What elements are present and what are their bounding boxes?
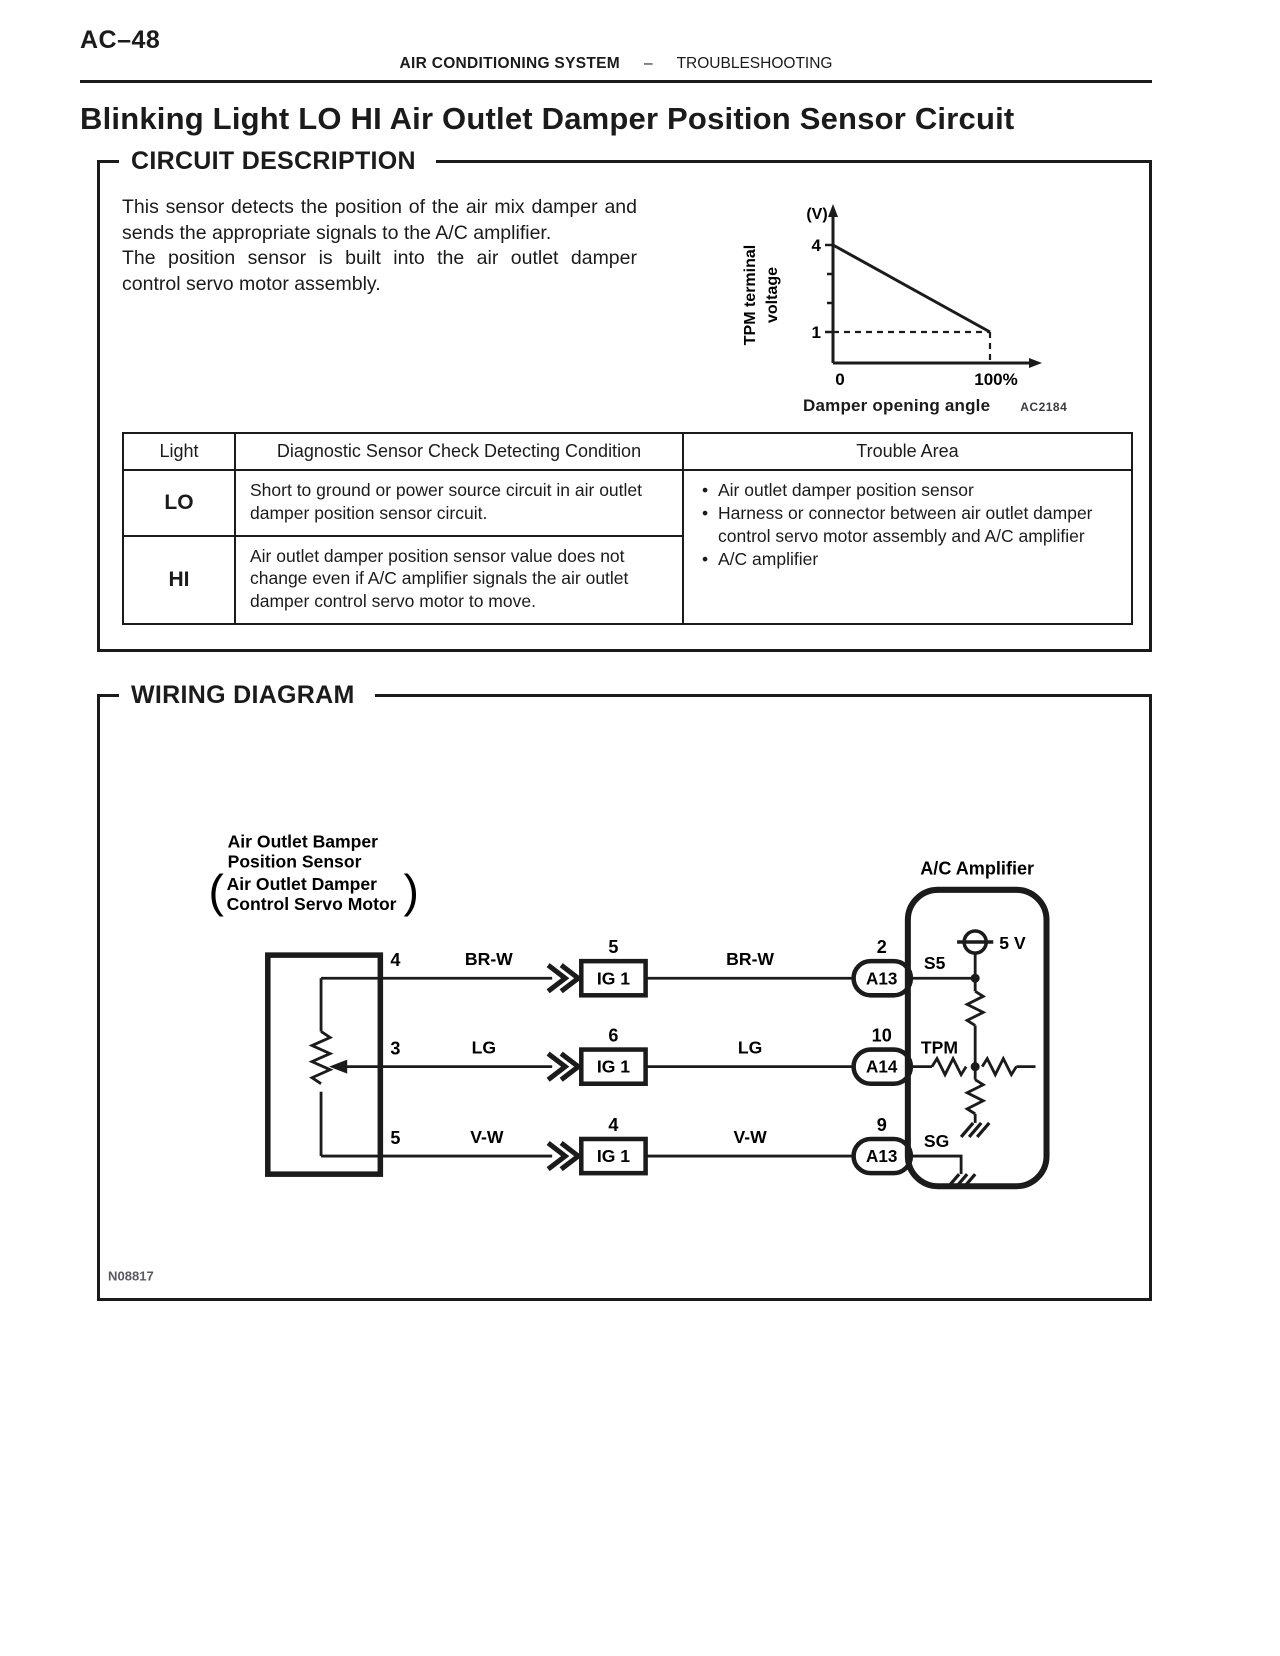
wire-label-brw-left: BR-W [464, 948, 513, 969]
wiring-diagram-svg [102, 722, 1147, 1295]
x-axis-arrow [1029, 358, 1042, 368]
amplifier-internals [911, 931, 1036, 1188]
open-paren: ( [208, 864, 224, 917]
ground-icon [961, 1123, 989, 1137]
svg-text:Control Servo Motor: Control Servo Motor [226, 893, 397, 914]
diagnostic-table [122, 432, 1133, 625]
trouble-area-list [696, 479, 1123, 571]
graph-caption-row [728, 396, 1133, 416]
terminal-sg: SG [923, 1130, 950, 1151]
ytick-4: 4 [811, 236, 821, 255]
circuit-description-body [100, 161, 1149, 649]
chevron-connector-icon [548, 1143, 578, 1169]
tpm-voltage-graph [728, 195, 1133, 416]
light-hi: HI [123, 536, 235, 624]
chevron-connector-icon [548, 965, 578, 991]
wire-label-vw-left: V-W [470, 1126, 504, 1147]
x-axis-caption: Damper opening angle [803, 396, 991, 415]
wiring-diagram-section [97, 681, 1152, 1302]
wire-label-vw-right: V-W [733, 1126, 767, 1147]
terminal-s5: S5 [923, 952, 946, 973]
frame-top-rule [436, 160, 1152, 163]
running-header [80, 55, 1152, 83]
wiring-diagram-body [100, 696, 1149, 1299]
terminal-tpm: TPM [920, 1037, 959, 1058]
svg-text:Position Sensor: Position Sensor [227, 851, 362, 872]
potentiometer [312, 978, 330, 1156]
circuit-description-header [97, 145, 1152, 177]
wire-row-2 [380, 1025, 911, 1083]
tpm-voltage-graph-svg [728, 195, 1133, 391]
supply-5v-label: 5 V [999, 932, 1026, 953]
frame-top-rule [375, 694, 1152, 697]
junction-pin-4: 4 [608, 1114, 619, 1135]
supply-5v-icon [957, 931, 993, 978]
svg-text:A13: A13 [866, 969, 898, 989]
svg-text:TPM terminal: TPM terminal [742, 244, 759, 346]
amp-pin-2: 2 [876, 936, 887, 957]
diagnostic-table-header-row [123, 433, 1132, 470]
amp-pin-9: 9 [876, 1114, 887, 1135]
page-number: AC–48 [80, 26, 161, 54]
svg-text:Air Outlet Damper: Air Outlet Damper [226, 873, 378, 894]
dashed-guides [833, 332, 990, 361]
voltage-line [833, 245, 990, 332]
frame-corner-dash [97, 694, 119, 697]
condition-lo: Short to ground or power source circuit in air outlet damper position sensor circuit. [235, 470, 683, 536]
y-unit-label: (V) [806, 206, 828, 223]
junction-pin-6: 6 [608, 1025, 619, 1046]
svg-text:A13: A13 [866, 1146, 898, 1166]
y-axis-label [742, 245, 781, 345]
svg-text:A14: A14 [866, 1057, 898, 1077]
figure-code-ac2184: AC2184 [1020, 400, 1068, 414]
resistor-vertical-bottom [967, 1066, 983, 1122]
resistor-vertical-top [967, 978, 983, 1066]
junction-label-ig1: IG 1 [596, 1145, 631, 1166]
description-paragraph-2: The position sensor is built into the air outlet damper control servo motor assembly. [122, 247, 637, 296]
sg-ground-wire [911, 1156, 961, 1174]
resistor-horizontal-left [911, 1058, 966, 1074]
running-header-separator: – [643, 55, 653, 72]
wiper-arrow [329, 1059, 380, 1073]
col-header-light: Light [123, 433, 235, 470]
ytick-1: 1 [811, 323, 821, 342]
col-header-trouble: Trouble Area [683, 433, 1132, 470]
xtick-0: 0 [835, 370, 845, 389]
wire-label-brw-right: BR-W [726, 948, 775, 969]
sensor-box [268, 955, 381, 1174]
table-row-lo [123, 470, 1132, 536]
col-header-condition: Diagnostic Sensor Check Detecting Condition [235, 433, 683, 470]
frame-corner-dash [97, 160, 119, 163]
svg-text:voltage: voltage [764, 266, 781, 324]
wiring-diagram-heading: WIRING DIAGRAM [131, 681, 355, 710]
junction-pin-5: 5 [608, 936, 619, 957]
wire-label-lg-right: LG [737, 1037, 763, 1058]
description-text [122, 195, 637, 298]
light-lo: LO [123, 470, 235, 536]
figure-code-n08817: N08817 [108, 1268, 154, 1284]
sensor-label [209, 831, 419, 916]
svg-text:Air Outlet Bamper: Air Outlet Bamper [227, 831, 379, 852]
running-header-system: AIR CONDITIONING SYSTEM [399, 55, 620, 72]
y-axis-arrow [828, 204, 838, 217]
trouble-area-item: • A/C amplifier [718, 548, 1123, 571]
xtick-100: 100% [974, 370, 1018, 389]
wiring-diagram-header [97, 680, 1152, 712]
sensor-pin-4: 4 [390, 949, 401, 970]
circuit-description-heading: CIRCUIT DESCRIPTION [131, 146, 416, 175]
sensor-pin-5: 5 [390, 1127, 401, 1148]
wire-row-3 [321, 1115, 911, 1173]
resistor-horizontal-right [982, 1058, 1035, 1074]
sensor-pin-3: 3 [390, 1038, 401, 1059]
wire-row-1 [321, 937, 911, 995]
page-title: Blinking Light LO HI Air Outlet Damper Position Sensor Circuit [80, 101, 1015, 136]
running-header-section: TROUBLESHOOTING [676, 55, 833, 72]
circuit-description-section [97, 146, 1152, 652]
trouble-area-item: • Harness or connector between air outlet damper control servo motor assembly and A/C amplifier [718, 502, 1123, 548]
amplifier-label: A/C Amplifier [920, 858, 1035, 879]
description-paragraph-1: This sensor detects the position of the air mix damper and sends the appropriate signals to the A/C amplifier. [122, 196, 637, 244]
close-paren: ) [403, 864, 419, 917]
junction-label-ig1: IG 1 [596, 1056, 631, 1077]
condition-hi: Air outlet damper position sensor value does not change even if A/C amplifier signals the air outlet damper control servo motor to move. [235, 536, 683, 624]
trouble-area-item: • Air outlet damper position sensor [718, 479, 1123, 502]
wire-label-lg-left: LG [471, 1037, 497, 1058]
junction-label-ig1: IG 1 [596, 968, 631, 989]
amp-pin-10: 10 [871, 1025, 892, 1046]
trouble-area-cell [683, 470, 1132, 624]
chevron-connector-icon [548, 1053, 578, 1079]
axes [833, 213, 1034, 363]
